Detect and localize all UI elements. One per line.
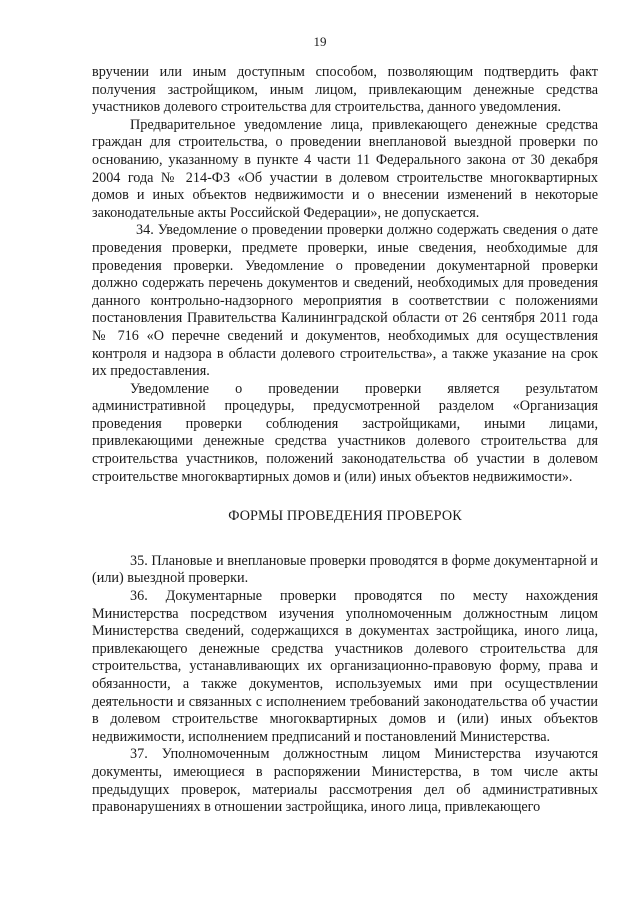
paragraph-34: 34. Уведомление о проведении проверки должно содержать сведения о дате проведения проверки, предмете проверки, иные сведения, необходимые для проведения проверки. Уведомление о проведении документарной проверки должно содержать перечень документов и сведений, необходимых для проведения данного контрольно-надзорного мероприятия в соответствии с положениями постановления Правительства Калининградской области от 26 сентября 2011 года № 716 «О перечне сведений и документов, необходимых для осуществления контроля и надзора в области долевого строительства», а также указание на срок их предоставления. <box>92 222 598 380</box>
paragraph-notice-result: Уведомление о проведении проверки является результатом административной процедуры, предусмотренной разделом «Организация проведения проверки соблюдения застройщиками, иными лицами, привлекающими денежные средства участников долевого строительства для строительства участников, положений законодательства об участии в долевом строительстве многоквартирных домов и (или) иных объектов недвижимости». <box>92 380 598 485</box>
paragraph-37: 37. Уполномоченным должностным лицом Министерства изучаются документы, имеющиеся в распоряжении Министерства, в том числе акты предыдущих проверок, материалы рассмотрения дел об административных правонарушениях в отношении застройщика, иного лица, привлекающего <box>92 746 598 816</box>
paragraph-35: 35. Плановые и внеплановые проверки проводятся в форме документарной и (или) выездной проверки. <box>92 552 598 587</box>
paragraph-preliminary-notice: Предварительное уведомление лица, привлекающего денежные средства граждан для строительства, о проведении внеплановой выездной проверки по основанию, указанному в пункте 4 части 11 Федерального закона от 30 декабря 2004 года № 214-ФЗ «Об участии в долевом строительстве многоквартирных домов и иных объектов недвижимости и о внесении изменений в некоторые законодательные акты Российской Федерации», не допускается. <box>92 116 598 221</box>
paragraph-36: 36. Документарные проверки проводятся по месту нахождения Министерства посредством изучения уполномоченным должностным лицом Министерства сведений, содержащихся в документах застройщика, иного лица, привлекающего денежные средства участников долевого строительства для строительства, устанавливающих их организационно-правовую форму, права и обязанности, а также документов, используемых ими при осуществлении деятельности и связанных с исполнением требований законодательства об участии в долевом строительстве многоквартирных домов и (или) иных объектов недвижимости, исполнением предписаний и постановлений Министерства. <box>92 588 598 745</box>
page-number: 19 <box>313 34 327 49</box>
document-body <box>92 64 598 817</box>
paragraph-continuation: вручении или иным доступным способом, позволяющим подтвердить факт получения застройщиком, иным лицом, привлекающим денежные средства участников долевого строительства для строительства, данного уведомления. <box>92 64 598 116</box>
section-heading: ФОРМЫ ПРОВЕДЕНИЯ ПРОВЕРОК <box>228 508 462 525</box>
